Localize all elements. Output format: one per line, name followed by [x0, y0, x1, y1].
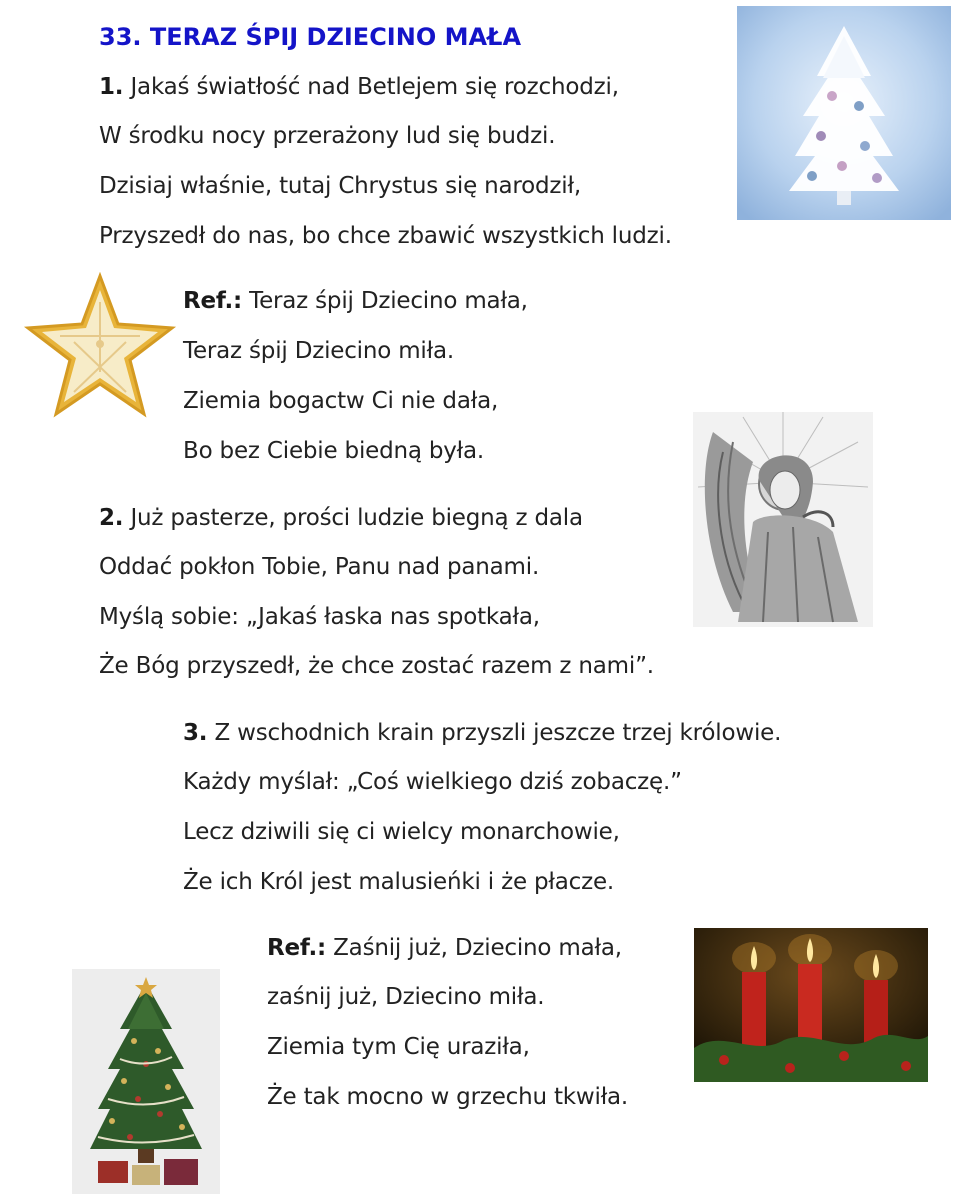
- verse1-number: 1.: [99, 74, 124, 100]
- verse1-line-1-text: Jakaś światłość nad Betlejem się rozchodzi,: [130, 74, 619, 100]
- refrain1-line-2: Teraz śpij Dziecino miła.: [183, 338, 454, 364]
- verse3-line-1: [183, 718, 781, 748]
- verse1-line-3: Dzisiaj właśnie, tutaj Chrystus się narodził,: [99, 173, 581, 199]
- refrain2-label: [267, 935, 326, 961]
- refrain2-line-2: zaśnij już, Dziecino miła.: [267, 984, 545, 1010]
- verse1-line-1: [99, 72, 619, 102]
- white-christmas-tree-image: [737, 6, 951, 220]
- star-cookie-image: [20, 272, 180, 422]
- song-title: 33. TERAZ ŚPIJ DZIECINO MAŁA: [99, 23, 522, 51]
- verse3-line-2: Każdy myślał: „Coś wielkiego dziś zobaczę.”: [183, 769, 682, 795]
- refrain1-label: [183, 288, 242, 314]
- verse2-line-3: Myślą sobie: „Jakaś łaska nas spotkała,: [99, 604, 540, 630]
- verse3-number: 3.: [183, 720, 208, 746]
- angel-sketch-image: [693, 412, 873, 627]
- verse1-line-2: W środku nocy przerażony lud się budzi.: [99, 123, 556, 149]
- refrain2-line-3: Ziemia tym Cię uraziła,: [267, 1034, 530, 1060]
- verse3-line-1-text: Z wschodnich krain przyszli jeszcze trzej królowie.: [214, 720, 782, 746]
- refrain1-line-4: Bo bez Ciebie biedną była.: [183, 438, 485, 464]
- refrain1-label-text: Ref.: [183, 288, 233, 314]
- verse3-line-3: Lecz dziwili się ci wielcy monarchowie,: [183, 819, 620, 845]
- red-candles-image: [694, 928, 928, 1082]
- verse2-number: 2.: [99, 505, 124, 531]
- christmas-tree-image: [72, 969, 220, 1194]
- verse1-line-4: Przyszedł do nas, bo chce zbawić wszystkich ludzi.: [99, 223, 672, 249]
- refrain2-line-1-text: Zaśnij już, Dziecino mała,: [333, 935, 622, 961]
- refrain1-line-1-text: Teraz śpij Dziecino mała,: [249, 288, 528, 314]
- refrain1-label-colon: :: [233, 288, 242, 314]
- refrain2-line-4: Że tak mocno w grzechu tkwiła.: [267, 1084, 629, 1110]
- verse2-line-4: Że Bóg przyszedł, że chce zostać razem z nami”.: [99, 653, 654, 679]
- refrain2-label-colon: :: [317, 935, 326, 961]
- refrain1-line-1: [183, 286, 528, 316]
- verse2-line-1: [99, 503, 583, 533]
- verse3-line-4: Że ich Król jest malusieńki i że płacze.: [183, 869, 615, 895]
- refrain1-line-3: Ziemia bogactw Ci nie dała,: [183, 388, 499, 414]
- verse2-line-1-text: Już pasterze, prości ludzie biegną z dala: [130, 505, 583, 531]
- refrain2-label-text: Ref.: [267, 935, 317, 961]
- verse2-line-2: Oddać pokłon Tobie, Panu nad panami.: [99, 554, 540, 580]
- refrain2-line-1: [267, 933, 622, 963]
